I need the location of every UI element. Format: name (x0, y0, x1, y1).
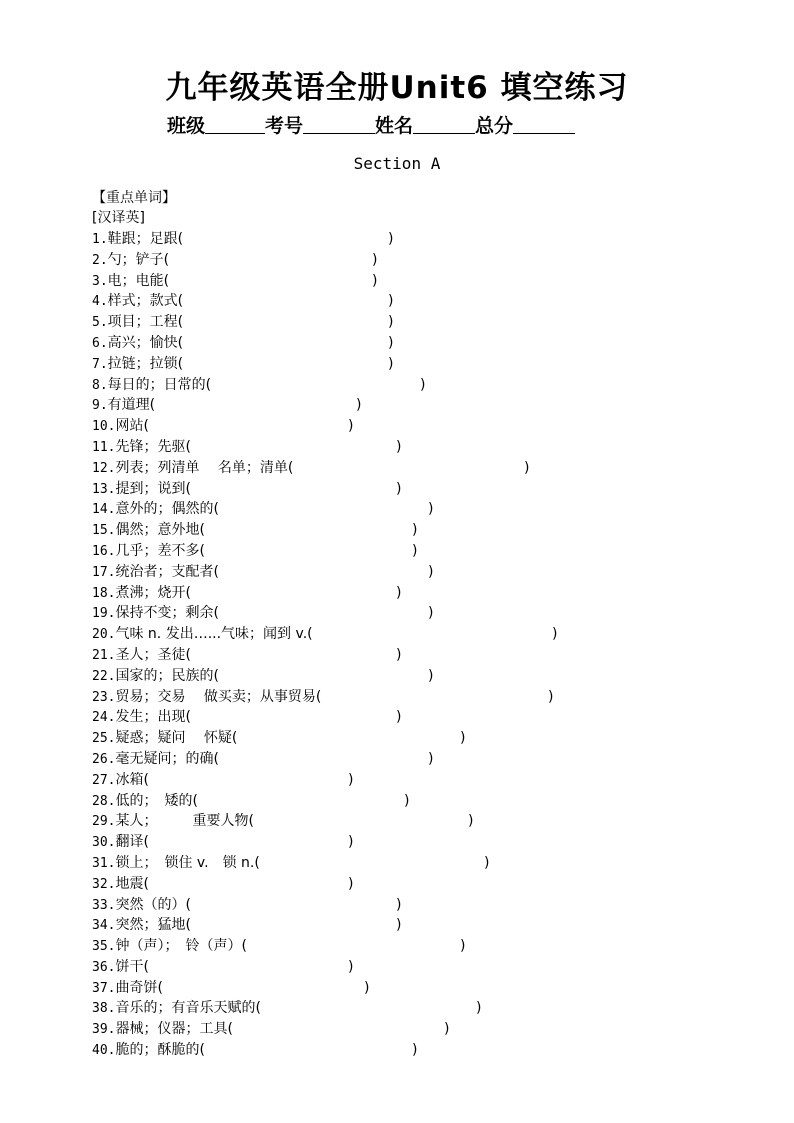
exercise-item (92, 645, 772, 666)
item-prompt: 钟（声）； 铃（声）( (115, 938, 247, 955)
exercise-item (92, 229, 772, 250)
name-label: 姓名 (375, 115, 414, 137)
item-number: 2. (92, 252, 108, 268)
item-number: 30. (92, 835, 116, 851)
item-number: 37. (92, 980, 116, 996)
answer-blank-close: ) (372, 272, 378, 289)
exercise-item (92, 687, 772, 708)
exercise-item (92, 978, 772, 999)
answer-blank-close: ) (396, 646, 402, 663)
item-number: 5. (92, 315, 108, 331)
exercise-item (92, 354, 772, 375)
page-title: 九年级英语全册Unit6 填空练习 (165, 70, 629, 106)
exercise-item (92, 603, 772, 624)
answer-blank-close: ) (396, 917, 402, 934)
exercise-item (92, 853, 772, 874)
answer-blank-close: ) (388, 231, 394, 247)
item-prompt: 鞋跟；足跟( (107, 231, 184, 247)
item-prompt: 疑惑；疑问 怀疑( (115, 730, 238, 747)
item-prompt: 先锋；先驱( (115, 438, 191, 455)
exercise-item (92, 479, 772, 500)
student-info-line (167, 111, 575, 138)
key-words-heading: 【重点单词】 (92, 190, 176, 206)
item-number: 24. (92, 710, 116, 726)
item-prompt: 拉链；拉锁( (107, 355, 184, 372)
answer-blank-close: ) (388, 334, 394, 351)
item-prompt: 国家的；民族的( (115, 667, 219, 684)
item-number: 36. (92, 959, 116, 975)
item-prompt: 低的； 矮的( (115, 792, 198, 809)
class-label: 班级 (167, 115, 206, 137)
answer-blank-close: ) (388, 355, 394, 372)
exercise-item (92, 499, 772, 520)
answer-blank-close: ) (388, 314, 394, 331)
answer-blank-close: ) (548, 688, 554, 705)
item-prompt: 冰箱( (115, 771, 149, 788)
exercise-item (92, 520, 772, 541)
exercise-item (92, 541, 772, 562)
item-prompt: 意外的；偶然的( (115, 501, 219, 518)
item-prompt: 统治者；支配者( (115, 563, 219, 580)
item-number: 15. (92, 523, 116, 539)
item-prompt: 电；电能( (107, 272, 170, 289)
item-prompt: 样式；款式( (107, 293, 184, 310)
item-number: 10. (92, 419, 116, 435)
exercise-item (92, 458, 772, 479)
item-number: 29. (92, 814, 116, 830)
answer-blank-close: ) (372, 251, 378, 268)
exercise-item (92, 1040, 772, 1061)
item-number: 19. (92, 606, 116, 622)
item-prompt: 毫无疑问；的确( (115, 750, 219, 767)
exercise-item (92, 895, 772, 916)
item-number: 8. (92, 377, 108, 393)
item-prompt: 煮沸；烧开( (115, 584, 191, 601)
item-number: 16. (92, 543, 116, 559)
item-prompt: 保持不变；剩余( (115, 605, 219, 622)
answer-blank-close: ) (476, 1000, 482, 1017)
exercise-item (92, 728, 772, 749)
answer-blank-close: ) (348, 834, 354, 851)
name-blank[interactable] (413, 115, 475, 134)
item-prompt: 翻译( (115, 834, 149, 851)
item-prompt: 列表；列清单 名单；清单( (115, 459, 294, 476)
item-number: 9. (92, 398, 108, 414)
exercise-item (92, 874, 772, 895)
answer-blank-close: ) (412, 1042, 418, 1059)
translation-subheading: [汉译英] (92, 210, 145, 226)
score-label: 总分 (475, 115, 514, 137)
item-number: 4. (92, 294, 108, 310)
answer-blank-close: ) (428, 667, 434, 684)
item-prompt: 贸易；交易 做买卖；从事贸易( (115, 688, 322, 705)
item-number: 1. (92, 232, 108, 247)
exercise-item (92, 666, 772, 687)
item-prompt: 提到；说到( (115, 480, 191, 497)
item-prompt: 饼干( (115, 958, 149, 975)
item-number: 12. (92, 460, 116, 476)
item-number: 35. (92, 939, 116, 955)
answer-blank-close: ) (396, 896, 402, 913)
exercise-item (92, 1019, 772, 1040)
item-number: 18. (92, 585, 116, 601)
answer-blank-close: ) (348, 958, 354, 975)
item-prompt: 网站( (115, 418, 149, 435)
item-number: 3. (92, 273, 108, 289)
exercise-list (92, 229, 772, 1061)
item-number: 7. (92, 356, 108, 372)
item-number: 31. (92, 855, 116, 871)
item-number: 6. (92, 335, 108, 351)
item-prompt: 某人； 重要人物( (115, 813, 254, 830)
item-number: 27. (92, 772, 116, 788)
answer-blank-close: ) (428, 501, 434, 518)
answer-blank-close: ) (364, 979, 370, 996)
answer-blank-close: ) (396, 480, 402, 497)
exercise-item (92, 291, 772, 312)
answer-blank-close: ) (388, 293, 394, 310)
answer-blank-close: ) (412, 522, 418, 539)
answer-blank-close: ) (428, 563, 434, 580)
answer-blank-close: ) (484, 854, 490, 871)
item-prompt: 突然；猛地( (115, 917, 191, 934)
exercise-item (92, 271, 772, 292)
exercise-item (92, 811, 772, 832)
item-prompt: 气味 n. 发出…...气味；闻到 v.( (115, 626, 313, 643)
exercise-item (92, 936, 772, 957)
answer-blank-close: ) (396, 584, 402, 601)
exercise-item (92, 707, 772, 728)
exam-no-label: 考号 (265, 115, 304, 137)
score-blank[interactable] (513, 115, 575, 134)
item-number: 20. (92, 627, 116, 643)
exercise-item (92, 562, 772, 583)
item-prompt: 脆的；酥脆的( (115, 1042, 205, 1059)
exercise-item (92, 957, 772, 978)
item-number: 32. (92, 876, 116, 892)
item-prompt: 锁上； 锁住 v. 锁 n.( (115, 854, 260, 871)
item-number: 17. (92, 564, 116, 580)
item-prompt: 地震( (115, 875, 149, 892)
item-prompt: 有道理( (107, 397, 156, 414)
item-prompt: 音乐的；有音乐天赋的( (115, 1000, 261, 1017)
answer-blank-close: ) (552, 626, 558, 643)
item-number: 38. (92, 1001, 116, 1017)
item-number: 28. (92, 793, 116, 809)
exercise-item (92, 791, 772, 812)
answer-blank-close: ) (348, 418, 354, 435)
item-prompt: 项目；工程( (107, 314, 184, 331)
exercise-item (92, 437, 772, 458)
answer-blank-close: ) (460, 938, 466, 955)
item-prompt: 偶然；意外地( (115, 522, 205, 539)
item-number: 21. (92, 647, 116, 663)
item-number: 34. (92, 918, 116, 934)
answer-blank-close: ) (428, 605, 434, 622)
item-number: 25. (92, 731, 116, 747)
item-prompt: 每日的；日常的( (107, 376, 212, 393)
exercise-item (92, 312, 772, 333)
answer-blank-close: ) (524, 459, 530, 476)
answer-blank-close: ) (420, 376, 426, 393)
item-number: 13. (92, 481, 116, 497)
answer-blank-close: ) (396, 709, 402, 726)
exercise-item (92, 583, 772, 604)
exercise-item (92, 250, 772, 271)
answer-blank-close: ) (404, 792, 410, 809)
exercise-item (92, 416, 772, 437)
item-prompt: 发生；出现( (115, 709, 191, 726)
item-prompt: 高兴；愉快( (107, 334, 184, 351)
answer-blank-close: ) (348, 771, 354, 788)
item-number: 22. (92, 668, 116, 684)
answer-blank-close: ) (468, 813, 474, 830)
answer-blank-close: ) (348, 875, 354, 892)
answer-blank-close: ) (412, 542, 418, 559)
answer-blank-close: ) (356, 397, 362, 414)
item-prompt: 曲奇饼( (115, 979, 163, 996)
item-prompt: 几乎；差不多( (115, 542, 205, 559)
exercise-item (92, 624, 772, 645)
item-number: 33. (92, 897, 116, 913)
section-title: Section A (353, 154, 441, 173)
exam-no-blank[interactable] (303, 115, 375, 134)
item-number: 11. (92, 439, 116, 455)
class-blank[interactable] (205, 115, 265, 134)
item-number: 14. (92, 502, 116, 518)
exercise-item (92, 749, 772, 770)
item-prompt: 器械；仪器；工具( (115, 1021, 233, 1038)
exercise-item (92, 770, 772, 791)
item-number: 26. (92, 751, 116, 767)
answer-blank-close: ) (396, 438, 402, 455)
exercise-item (92, 832, 772, 853)
exercise-item (92, 333, 772, 354)
exercise-item (92, 915, 772, 936)
item-prompt: 勺；铲子( (107, 251, 170, 268)
item-prompt: 圣人；圣徒( (115, 646, 191, 663)
exercise-item (92, 395, 772, 416)
item-number: 39. (92, 1022, 116, 1038)
item-prompt: 突然（的）( (115, 896, 191, 913)
exercise-item (92, 998, 772, 1019)
item-number: 40. (92, 1043, 116, 1059)
answer-blank-close: ) (428, 750, 434, 767)
answer-blank-close: ) (444, 1021, 450, 1038)
exercise-item (92, 375, 772, 396)
item-number: 23. (92, 689, 116, 705)
answer-blank-close: ) (460, 730, 466, 747)
